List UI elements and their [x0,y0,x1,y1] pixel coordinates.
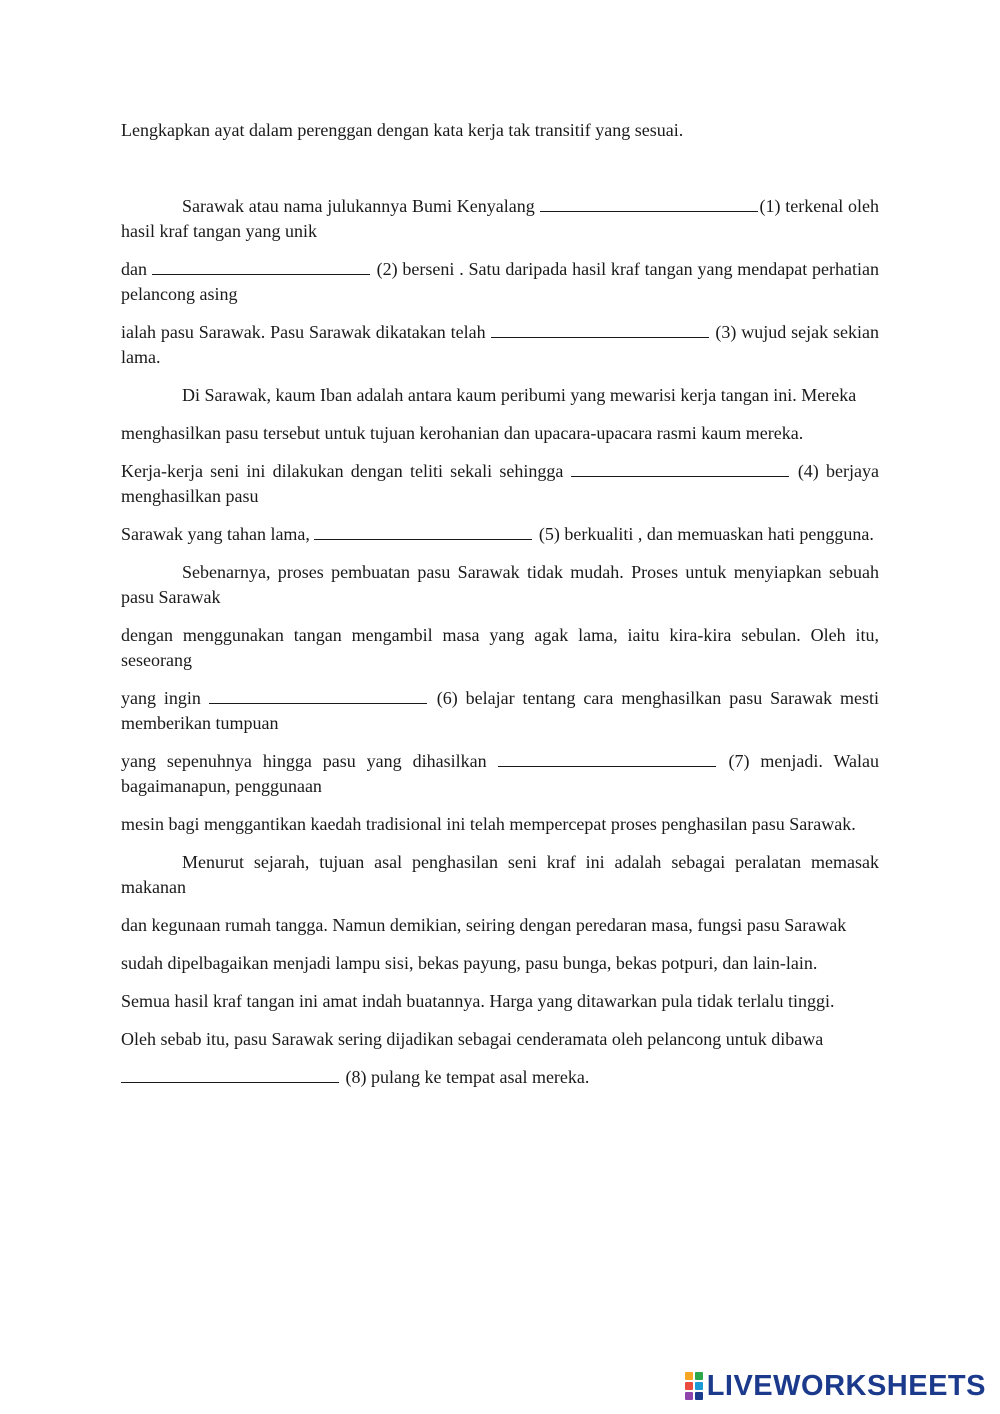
answer-blank-2[interactable] [152,257,370,275]
answer-blank-1[interactable] [540,194,758,212]
paragraph-9: dengan menggunakan tangan mengambil masa yang agak lama, iaitu kira-kira sebulan. Oleh itu, seseorang [121,625,879,670]
answer-blank-6[interactable] [209,686,427,704]
paragraph-7 [121,522,879,547]
paragraph-6 [121,459,879,509]
paragraph-text: yang sepenuhnya hingga pasu yang dihasilkan [121,751,498,771]
worksheet-page [121,118,879,1103]
logo-square [685,1372,693,1380]
liveworksheets-logo-icon [685,1372,703,1400]
paragraph-13: Menurut sejarah, tujuan asal penghasilan seni kraf ini adalah sebagai peralatan memasak makanan [121,852,879,897]
paragraph-text: berseni . Satu daripada hasil kraf tangan yang mendapat perhatian pelancong asing [121,259,879,304]
logo-square [685,1382,693,1390]
paragraph-text: belajar tentang cara menghasilkan pasu Sarawak mesti memberikan tumpuan [121,688,879,733]
paragraph-text: berkualiti , dan memuaskan hati pengguna. [559,524,874,544]
paragraph-14: dan kegunaan rumah tangga. Namun demikian, seiring dengan peredaran masa, fungsi pasu Sarawak [121,915,847,935]
paragraph-text: pulang ke tempat asal mereka. [366,1067,590,1087]
paragraph-17: Oleh sebab itu, pasu Sarawak sering dijadikan sebagai cenderamata oleh pelancong untuk dibawa [121,1029,824,1049]
logo-square [695,1372,703,1380]
paragraph-text: Sarawak yang tahan lama, [121,524,315,544]
paragraph-text: menjadi. Walau bagaimanapun, penggunaan [121,751,880,796]
paragraph-text: terkenal oleh hasil kraf tangan yang unik [121,196,879,241]
paragraph-10 [121,686,879,736]
paragraph-text: dan [121,259,152,279]
paragraph-8: Sebenarnya, proses pembuatan pasu Sarawak tidak mudah. Proses untuk menyiapkan sebuah pasu Sarawak [121,562,879,607]
paragraph-text: berjaya menghasilkan pasu [121,461,879,506]
paragraph-3 [121,320,879,370]
paragraph-15: sudah dipelbagaikan menjadi lampu sisi, bekas payung, pasu bunga, bekas potpuri, dan lain-lain. [121,953,818,973]
logo-square [685,1392,693,1400]
paragraph-12: mesin bagi menggantikan kaedah tradisional ini telah mempercepat proses penghasilan pasu Sarawak. [121,814,856,834]
paragraph-5: menghasilkan pasu tersebut untuk tujuan kerohanian dan upacara-upacara rasmi kaum mereka. [121,423,804,443]
instruction-text: Lengkapkan ayat dalam perenggan dengan kata kerja tak transitif yang sesuai. [121,120,684,140]
logo-text: LIVEWORKSHEETS [706,1369,986,1402]
paragraph-text: wujud sejak sekian lama. [121,322,880,367]
paragraph-text: yang ingin [121,688,209,708]
blank-number: (2) [376,259,398,279]
paragraph-18 [121,1065,879,1090]
blank-number: (6) [436,688,458,708]
blank-number: (5) [538,524,560,544]
answer-blank-5[interactable] [314,522,532,540]
paragraph-text: Kerja-kerja seni ini dilakukan dengan teliti sekali sehingga [121,461,571,481]
paragraph-text: Sarawak atau nama julukannya Bumi Kenyalang [182,196,540,216]
logo-square [695,1382,703,1390]
answer-blank-3[interactable] [491,320,709,338]
paragraph-text: ialah pasu Sarawak. Pasu Sarawak dikatakan telah [121,322,491,342]
blank-number: (1) [759,196,781,216]
blank-number: (3) [715,322,737,342]
blank-number: (7) [728,751,750,771]
paragraph-2 [121,257,879,307]
logo-square [695,1392,703,1400]
paragraph-1 [121,194,879,244]
paragraph-16: Semua hasil kraf tangan ini amat indah buatannya. Harga yang ditawarkan pula tidak terlalu tinggi. [121,991,835,1011]
paragraph-11 [121,749,879,799]
answer-blank-4[interactable] [571,459,789,477]
answer-blank-8[interactable] [121,1065,339,1083]
blank-number: (4) [797,461,819,481]
answer-blank-7[interactable] [498,749,716,767]
paragraph-4: Di Sarawak, kaum Iban adalah antara kaum peribumi yang mewarisi kerja tangan ini. Mereka [182,385,857,405]
liveworksheets-logo [685,1366,986,1406]
blank-number: (8) [345,1067,367,1087]
